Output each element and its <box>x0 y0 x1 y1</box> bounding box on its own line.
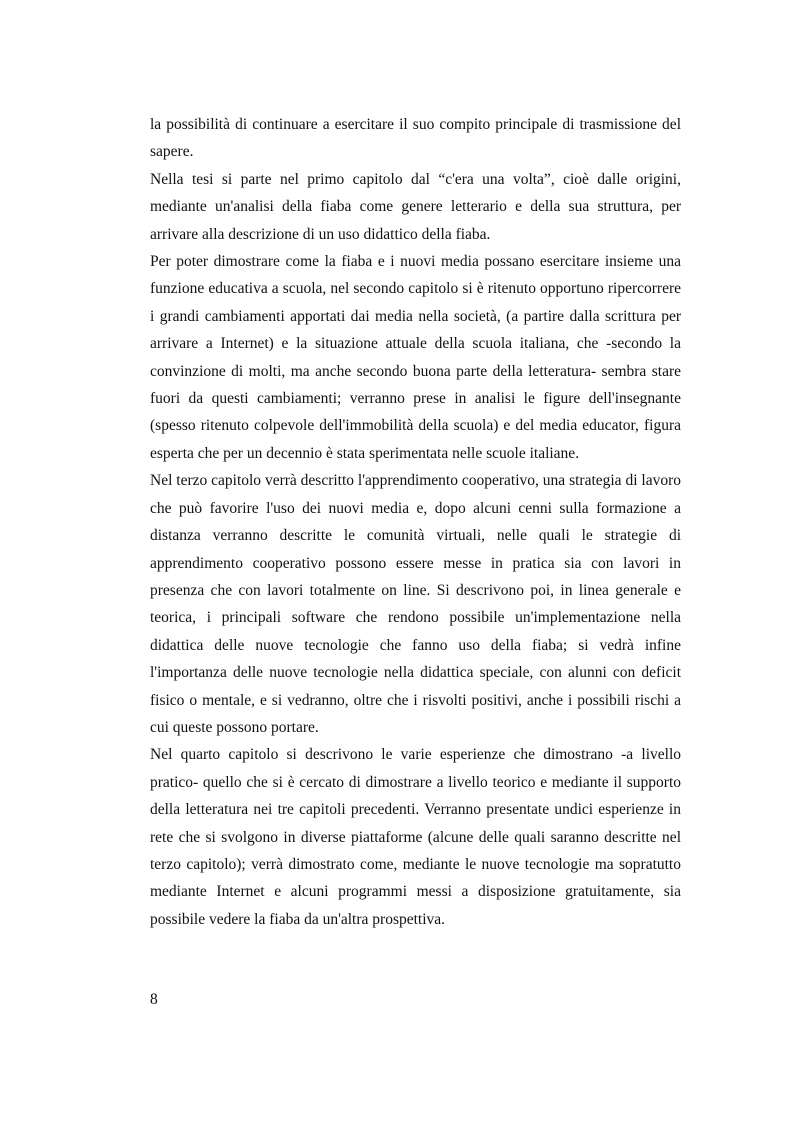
paragraph-chapter-two: Per poter dimostrare come la fiaba e i nuovi media possano esercitare insieme una funzione educativa a scuola, nel secondo capitolo si è ritenuto opportuno ripercorrere i grandi cambiamenti apportati dai media nella società, (a partire dalla scrittura per arrivare a Internet) e la situazione attuale della scuola italiana, che -secondo la convinzione di molti, ma anche secondo buona parte della letteratura- sembra stare fuori da questi cambiamenti; verranno prese in analisi le figure dell'insegnante (spesso ritenuto colpevole dell'immobilità della scuola) e del media educator, figura esperta che per un decennio è stata sperimentata nelle scuole italiane. <box>150 253 681 462</box>
paragraph-continuation: la possibilità di continuare a esercitare il suo compito principale di trasmissione del sapere. <box>150 116 681 161</box>
paragraph-chapter-one: Nella tesi si parte nel primo capitolo dal “c'era una volta”, cioè dalle origini, mediante un'analisi della fiaba come genere letterario e della sua struttura, per arrivare alla descrizione di un uso didattico della fiaba. <box>150 170 681 243</box>
page-number: 8 <box>150 991 158 1008</box>
paragraph-chapter-four: Nel quarto capitolo si descrivono le varie esperienze che dimostrano -a livello pratico- quello che si è cercato di dimostrare a livello teorico e mediante il supporto della letteratura nei tre capitoli precedenti. Verranno presentate undici esperienze in rete che si svolgono in diverse piattaforme (alcune delle quali saranno descritte nel terzo capitolo); verrà dimostrato come, mediante le nuove tecnologie ma sopratutto mediante Internet e alcuni programmi messi a disposizione gratuitamente, sia possibile vedere la fiaba da un'altra prospettiva. <box>150 746 681 928</box>
page-body <box>150 111 681 933</box>
paragraph-chapter-three: Nel terzo capitolo verrà descritto l'apprendimento cooperativo, una strategia di lavoro che può favorire l'uso dei nuovi media e, dopo alcuni cenni sulla formazione a distanza verranno descritte le comunità virtuali, nelle quali le strategie di apprendimento cooperativo possono essere messe in pratica sia con lavori in presenza che con lavori totalmente on line. Si descrivono poi, in linea generale e teorica, i principali software che rendono possibile un'implementazione nella didattica delle nuove tecnologie che fanno uso della fiaba; si vedrà infine l'importanza delle nuove tecnologie nella didattica speciale, con alunni con deficit fisico o mentale, e si vedranno, oltre che i risvolti positivi, anche i possibili rischi a cui queste possono portare. <box>150 472 681 736</box>
